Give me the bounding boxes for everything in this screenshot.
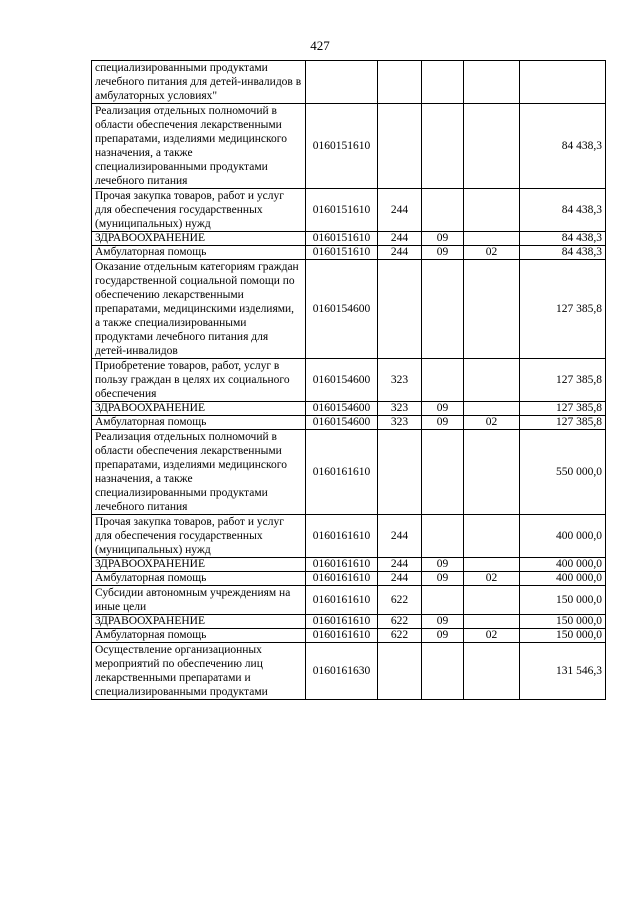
cell-amount: 84 438,3 — [520, 232, 606, 246]
table-row — [92, 643, 606, 700]
table-row — [92, 629, 606, 643]
cell-section — [422, 104, 464, 189]
cell-amount: 150 000,0 — [520, 586, 606, 615]
cell-name: специализированными продуктами лечебного питания для детей-инвалидов в амбулаторных условиях" — [92, 61, 306, 104]
table-row — [92, 104, 606, 189]
table-row — [92, 515, 606, 558]
cell-amount: 400 000,0 — [520, 572, 606, 586]
table-row — [92, 260, 606, 359]
cell-section — [422, 359, 464, 402]
cell-target-code: 0160161610 — [306, 615, 378, 629]
cell-section — [422, 189, 464, 232]
cell-name: Амбулаторная помощь — [92, 416, 306, 430]
cell-subsection — [464, 558, 520, 572]
cell-subsection — [464, 515, 520, 558]
table-row — [92, 572, 606, 586]
budget-table — [91, 60, 606, 700]
cell-subsection — [464, 61, 520, 104]
cell-section: 09 — [422, 629, 464, 643]
cell-amount: 150 000,0 — [520, 615, 606, 629]
cell-expense-type: 323 — [378, 359, 422, 402]
cell-target-code: 0160154600 — [306, 416, 378, 430]
cell-expense-type: 622 — [378, 629, 422, 643]
table-row — [92, 615, 606, 629]
table-row — [92, 61, 606, 104]
cell-section — [422, 515, 464, 558]
cell-section — [422, 586, 464, 615]
cell-subsection: 02 — [464, 629, 520, 643]
cell-expense-type — [378, 104, 422, 189]
cell-subsection — [464, 615, 520, 629]
cell-subsection — [464, 260, 520, 359]
cell-amount: 84 438,3 — [520, 104, 606, 189]
page-number: 427 — [310, 38, 330, 53]
cell-amount: 400 000,0 — [520, 558, 606, 572]
cell-name: ЗДРАВООХРАНЕНИЕ — [92, 558, 306, 572]
cell-subsection: 02 — [464, 246, 520, 260]
cell-target-code: 0160154600 — [306, 260, 378, 359]
table-row — [92, 402, 606, 416]
cell-target-code: 0160154600 — [306, 359, 378, 402]
cell-amount — [520, 61, 606, 104]
cell-amount: 127 385,8 — [520, 416, 606, 430]
cell-expense-type: 323 — [378, 416, 422, 430]
cell-section: 09 — [422, 232, 464, 246]
cell-subsection — [464, 430, 520, 515]
cell-expense-type: 244 — [378, 515, 422, 558]
budget-table-body — [92, 61, 606, 700]
cell-subsection — [464, 643, 520, 700]
cell-amount: 550 000,0 — [520, 430, 606, 515]
table-row — [92, 189, 606, 232]
table-row — [92, 430, 606, 515]
cell-amount: 150 000,0 — [520, 629, 606, 643]
cell-name: Прочая закупка товаров, работ и услуг для обеспечения государственных (муниципальных) нужд — [92, 515, 306, 558]
table-row — [92, 586, 606, 615]
table-row — [92, 359, 606, 402]
table-row — [92, 558, 606, 572]
cell-amount: 131 546,3 — [520, 643, 606, 700]
cell-target-code: 0160151610 — [306, 232, 378, 246]
cell-target-code: 0160161630 — [306, 643, 378, 700]
cell-subsection — [464, 189, 520, 232]
cell-target-code: 0160151610 — [306, 189, 378, 232]
table-row — [92, 416, 606, 430]
cell-name: Реализация отдельных полномочий в области обеспечения лекарственными препаратами, изделиями медицинского назначения, а также специализированными продуктами лечебного питания — [92, 430, 306, 515]
cell-name: Субсидии автономным учреждениям на иные цели — [92, 586, 306, 615]
cell-amount: 400 000,0 — [520, 515, 606, 558]
cell-target-code: 0160161610 — [306, 572, 378, 586]
cell-expense-type: 244 — [378, 189, 422, 232]
cell-expense-type: 244 — [378, 232, 422, 246]
cell-expense-type: 244 — [378, 558, 422, 572]
cell-target-code — [306, 61, 378, 104]
cell-subsection — [464, 402, 520, 416]
cell-name: ЗДРАВООХРАНЕНИЕ — [92, 232, 306, 246]
cell-expense-type: 622 — [378, 586, 422, 615]
cell-name: ЗДРАВООХРАНЕНИЕ — [92, 402, 306, 416]
cell-target-code: 0160161610 — [306, 430, 378, 515]
table-row — [92, 232, 606, 246]
cell-target-code: 0160161610 — [306, 586, 378, 615]
cell-expense-type — [378, 61, 422, 104]
cell-target-code: 0160151610 — [306, 104, 378, 189]
cell-expense-type — [378, 260, 422, 359]
cell-subsection — [464, 359, 520, 402]
cell-section — [422, 260, 464, 359]
cell-expense-type — [378, 643, 422, 700]
cell-section — [422, 430, 464, 515]
cell-subsection — [464, 104, 520, 189]
cell-target-code: 0160151610 — [306, 246, 378, 260]
cell-name: Реализация отдельных полномочий в области обеспечения лекарственными препаратами, изделиями медицинского назначения, а также специализированными продуктами лечебного питания — [92, 104, 306, 189]
cell-expense-type: 244 — [378, 572, 422, 586]
cell-section: 09 — [422, 402, 464, 416]
cell-subsection: 02 — [464, 572, 520, 586]
cell-target-code: 0160154600 — [306, 402, 378, 416]
cell-section — [422, 61, 464, 104]
cell-subsection: 02 — [464, 416, 520, 430]
cell-expense-type — [378, 430, 422, 515]
cell-name: Прочая закупка товаров, работ и услуг для обеспечения государственных (муниципальных) нужд — [92, 189, 306, 232]
cell-name: Осуществление организационных мероприятий по обеспечению лиц лекарственными препаратами и специализированными продуктами — [92, 643, 306, 700]
cell-amount: 127 385,8 — [520, 260, 606, 359]
cell-expense-type: 244 — [378, 246, 422, 260]
table-row — [92, 246, 606, 260]
cell-amount: 127 385,8 — [520, 359, 606, 402]
cell-amount: 84 438,3 — [520, 246, 606, 260]
cell-target-code: 0160161610 — [306, 515, 378, 558]
cell-section — [422, 643, 464, 700]
cell-expense-type: 323 — [378, 402, 422, 416]
cell-amount: 84 438,3 — [520, 189, 606, 232]
cell-target-code: 0160161610 — [306, 629, 378, 643]
cell-section: 09 — [422, 615, 464, 629]
cell-section: 09 — [422, 416, 464, 430]
cell-name: ЗДРАВООХРАНЕНИЕ — [92, 615, 306, 629]
cell-subsection — [464, 586, 520, 615]
cell-name: Амбулаторная помощь — [92, 246, 306, 260]
cell-name: Амбулаторная помощь — [92, 629, 306, 643]
cell-section: 09 — [422, 246, 464, 260]
cell-section: 09 — [422, 558, 464, 572]
cell-expense-type: 622 — [378, 615, 422, 629]
cell-subsection — [464, 232, 520, 246]
cell-target-code: 0160161610 — [306, 558, 378, 572]
cell-name: Оказание отдельным категориям граждан государственной социальной помощи по обеспечению лекарственными препаратами, медицинскими изделиями, а также специализированными продуктами лечебного питания для детей-инвалидов — [92, 260, 306, 359]
cell-amount: 127 385,8 — [520, 402, 606, 416]
cell-name: Амбулаторная помощь — [92, 572, 306, 586]
cell-name: Приобретение товаров, работ, услуг в пользу граждан в целях их социального обеспечения — [92, 359, 306, 402]
cell-section: 09 — [422, 572, 464, 586]
